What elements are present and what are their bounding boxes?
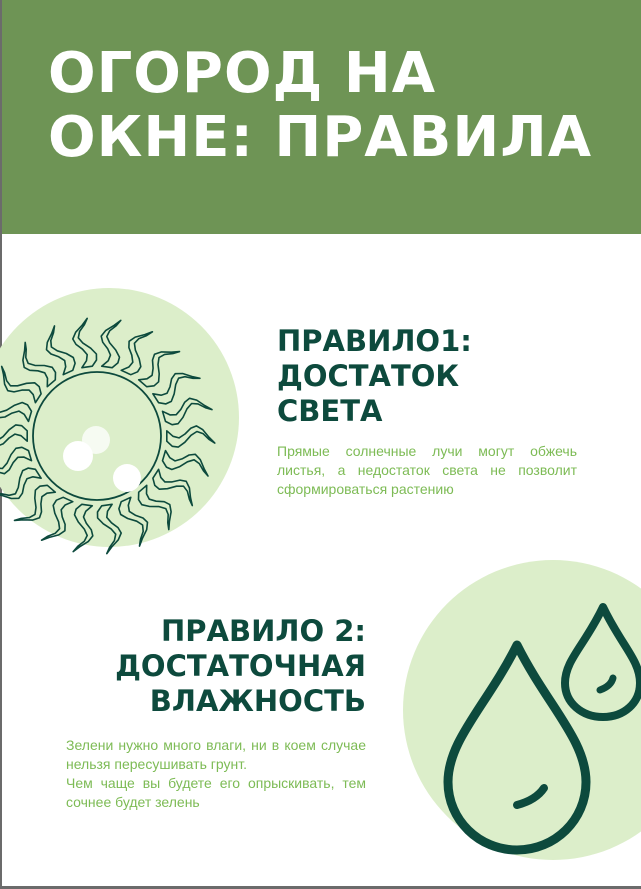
rule2-heading-line-2: ДОСТАТОЧНАЯ <box>115 649 366 683</box>
rule2-heading-line-3: ВЛАЖНОСТЬ <box>149 684 366 718</box>
rule1-heading-line-3: СВЕТА <box>277 394 383 428</box>
small-drop-icon <box>565 607 640 717</box>
rule2-heading-line-1: ПРАВИЛО 2: <box>161 614 366 648</box>
title-line-2: ОКНЕ: ПРАВИЛА <box>48 105 593 170</box>
rule1-heading-line-2: ДОСТАТОК <box>277 359 460 393</box>
title-line-1: ОГОРОД НА <box>48 41 437 106</box>
rule1-heading-line-1: ПРАВИЛО1: <box>277 324 472 358</box>
rule2-description-part-1: Зелени нужно много влаги, ни в коем случае нельзя пересушивать грунт. <box>66 737 366 772</box>
rule2-description-part-2: Чем чаще вы будете его опрыскивать, тем сочнее будет зелень <box>66 775 366 810</box>
rule1-description: Прямые солнечные лучи могут обжечь листья, а недостаток света не позволит сформироваться растению <box>277 443 577 497</box>
